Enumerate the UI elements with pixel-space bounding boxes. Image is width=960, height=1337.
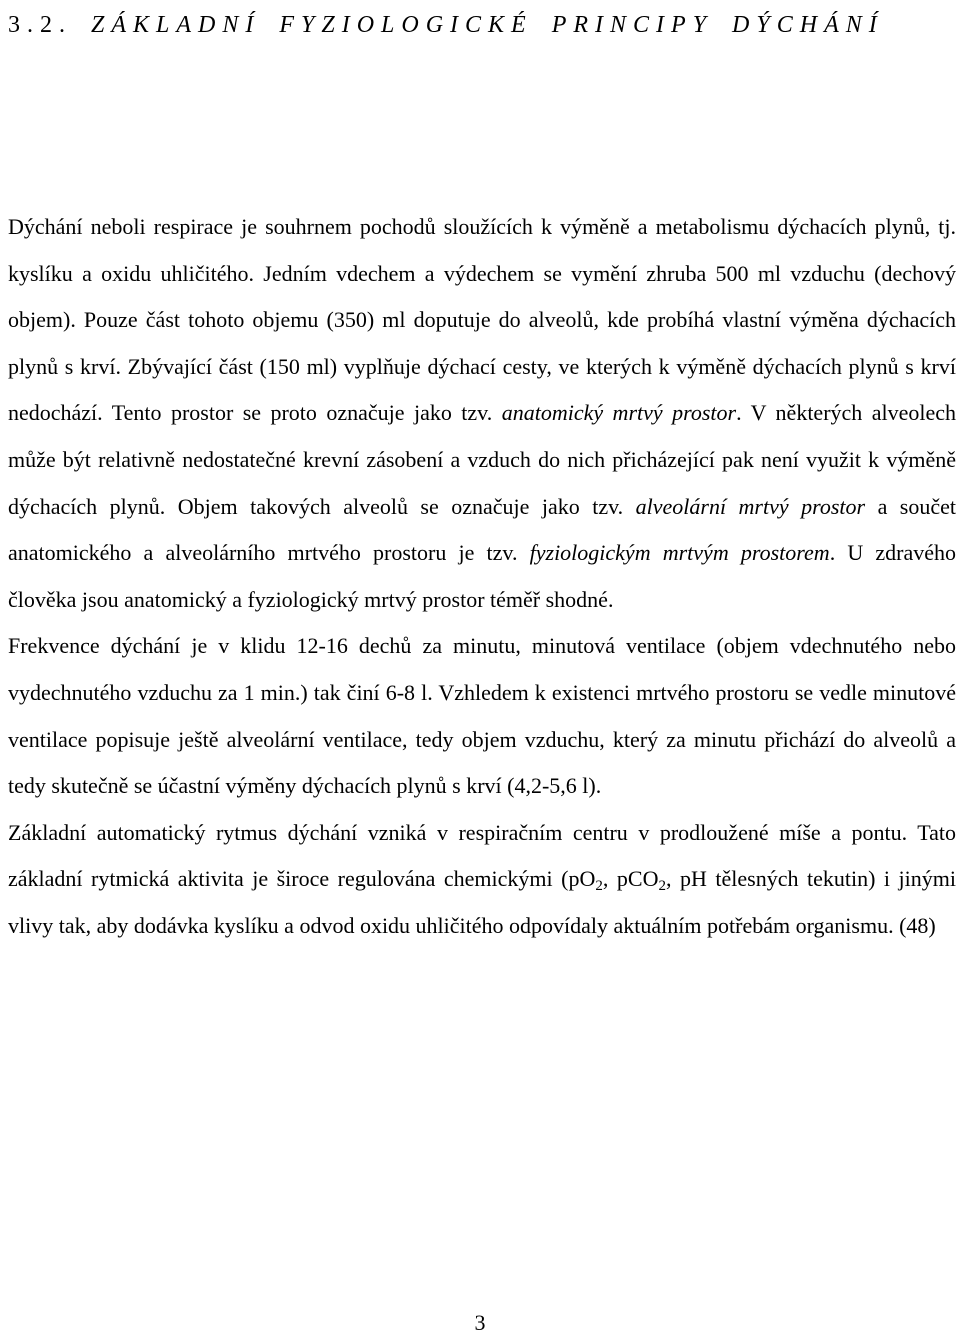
text-run: , pCO bbox=[602, 866, 659, 892]
term-alveolar-dead-space: alveolární mrtvý prostor bbox=[635, 493, 866, 519]
term-anatomic-dead-space: anatomický mrtvý prostor bbox=[501, 400, 737, 426]
section-heading bbox=[8, 2, 948, 48]
section-title: ZÁKLADNÍ FYZIOLOGICKÉ PRINCIPY DÝCHÁNÍ bbox=[91, 12, 884, 38]
body-text bbox=[8, 204, 956, 950]
subscript: 2 bbox=[595, 878, 603, 895]
text-run: , pH tělesných tekutin) i jinými vlivy tak, aby dodávka kyslíku a odvod oxidu uhličitého odpovídaly aktuálním potřebám organismu. (48) bbox=[8, 866, 956, 938]
subscript: 2 bbox=[658, 878, 666, 895]
section-number: 3.2. bbox=[8, 12, 72, 38]
text-run: Dýchání neboli respirace je souhrnem pochodů sloužících k výměně a metabolismu dýchacích plynů, tj. kyslíku a oxidu uhličitého. Jedním vdechem a výdechem se vymění zhruba 500 ml vzduchu (dechový objem). Pouze část tohoto objemu (350) ml doputuje do alveolů, kde probíhá vlastní výměna dýchacích plynů s krví. Zbývající část (150 ml) vyplňuje dýchací cesty, ve kterých k výměně dýchacích plynů s krví nedochází. Tento prostor se proto označuje jako tzv. bbox=[8, 214, 956, 426]
text-run: Základní automatický rytmus dýchání vzniká v respiračním centru v prodloužené míše a pontu. Tato základní rytmická aktivita je široce regulována chemickými (pO bbox=[8, 819, 956, 892]
text-run: Frekvence dýchání je v klidu 12-16 dechů za minutu, minutová ventilace (objem vdechnutého nebo vydechnutého vzduchu za 1 min.) tak činí 6-8 l. Vzhledem k existenci mrtvého prostoru se vedle minutové ventilace popisuje ještě alveolární ventilace, tedy objem vzduchu, který za minutu přichází do alveolů a tedy skutečně se účastní výměny dýchacích plynů s krví (4,2-5,6 l). bbox=[8, 633, 956, 799]
text-run: . V některých alveolech může být relativně nedostatečné krevní zásobení a vzduch do nich přicházející pak není využit k výměně dýchacích plynů. Objem takových alveolů se označuje jako tzv. bbox=[8, 400, 957, 519]
text-run: . U zdravého člověka jsou anatomický a fyziologický mrtvý prostor téměř shodné. bbox=[8, 540, 956, 612]
term-physiologic-dead-space: fyziologickým mrtvým prostorem bbox=[529, 540, 830, 566]
paragraph-rhythm bbox=[8, 810, 956, 950]
page-number: 3 bbox=[474, 1310, 486, 1335]
paragraph-respiration bbox=[8, 204, 956, 623]
text-run: a součet anatomického a alveolárního mrtvého prostoru je tzv. bbox=[8, 493, 957, 566]
paragraph-frequency bbox=[8, 623, 956, 809]
